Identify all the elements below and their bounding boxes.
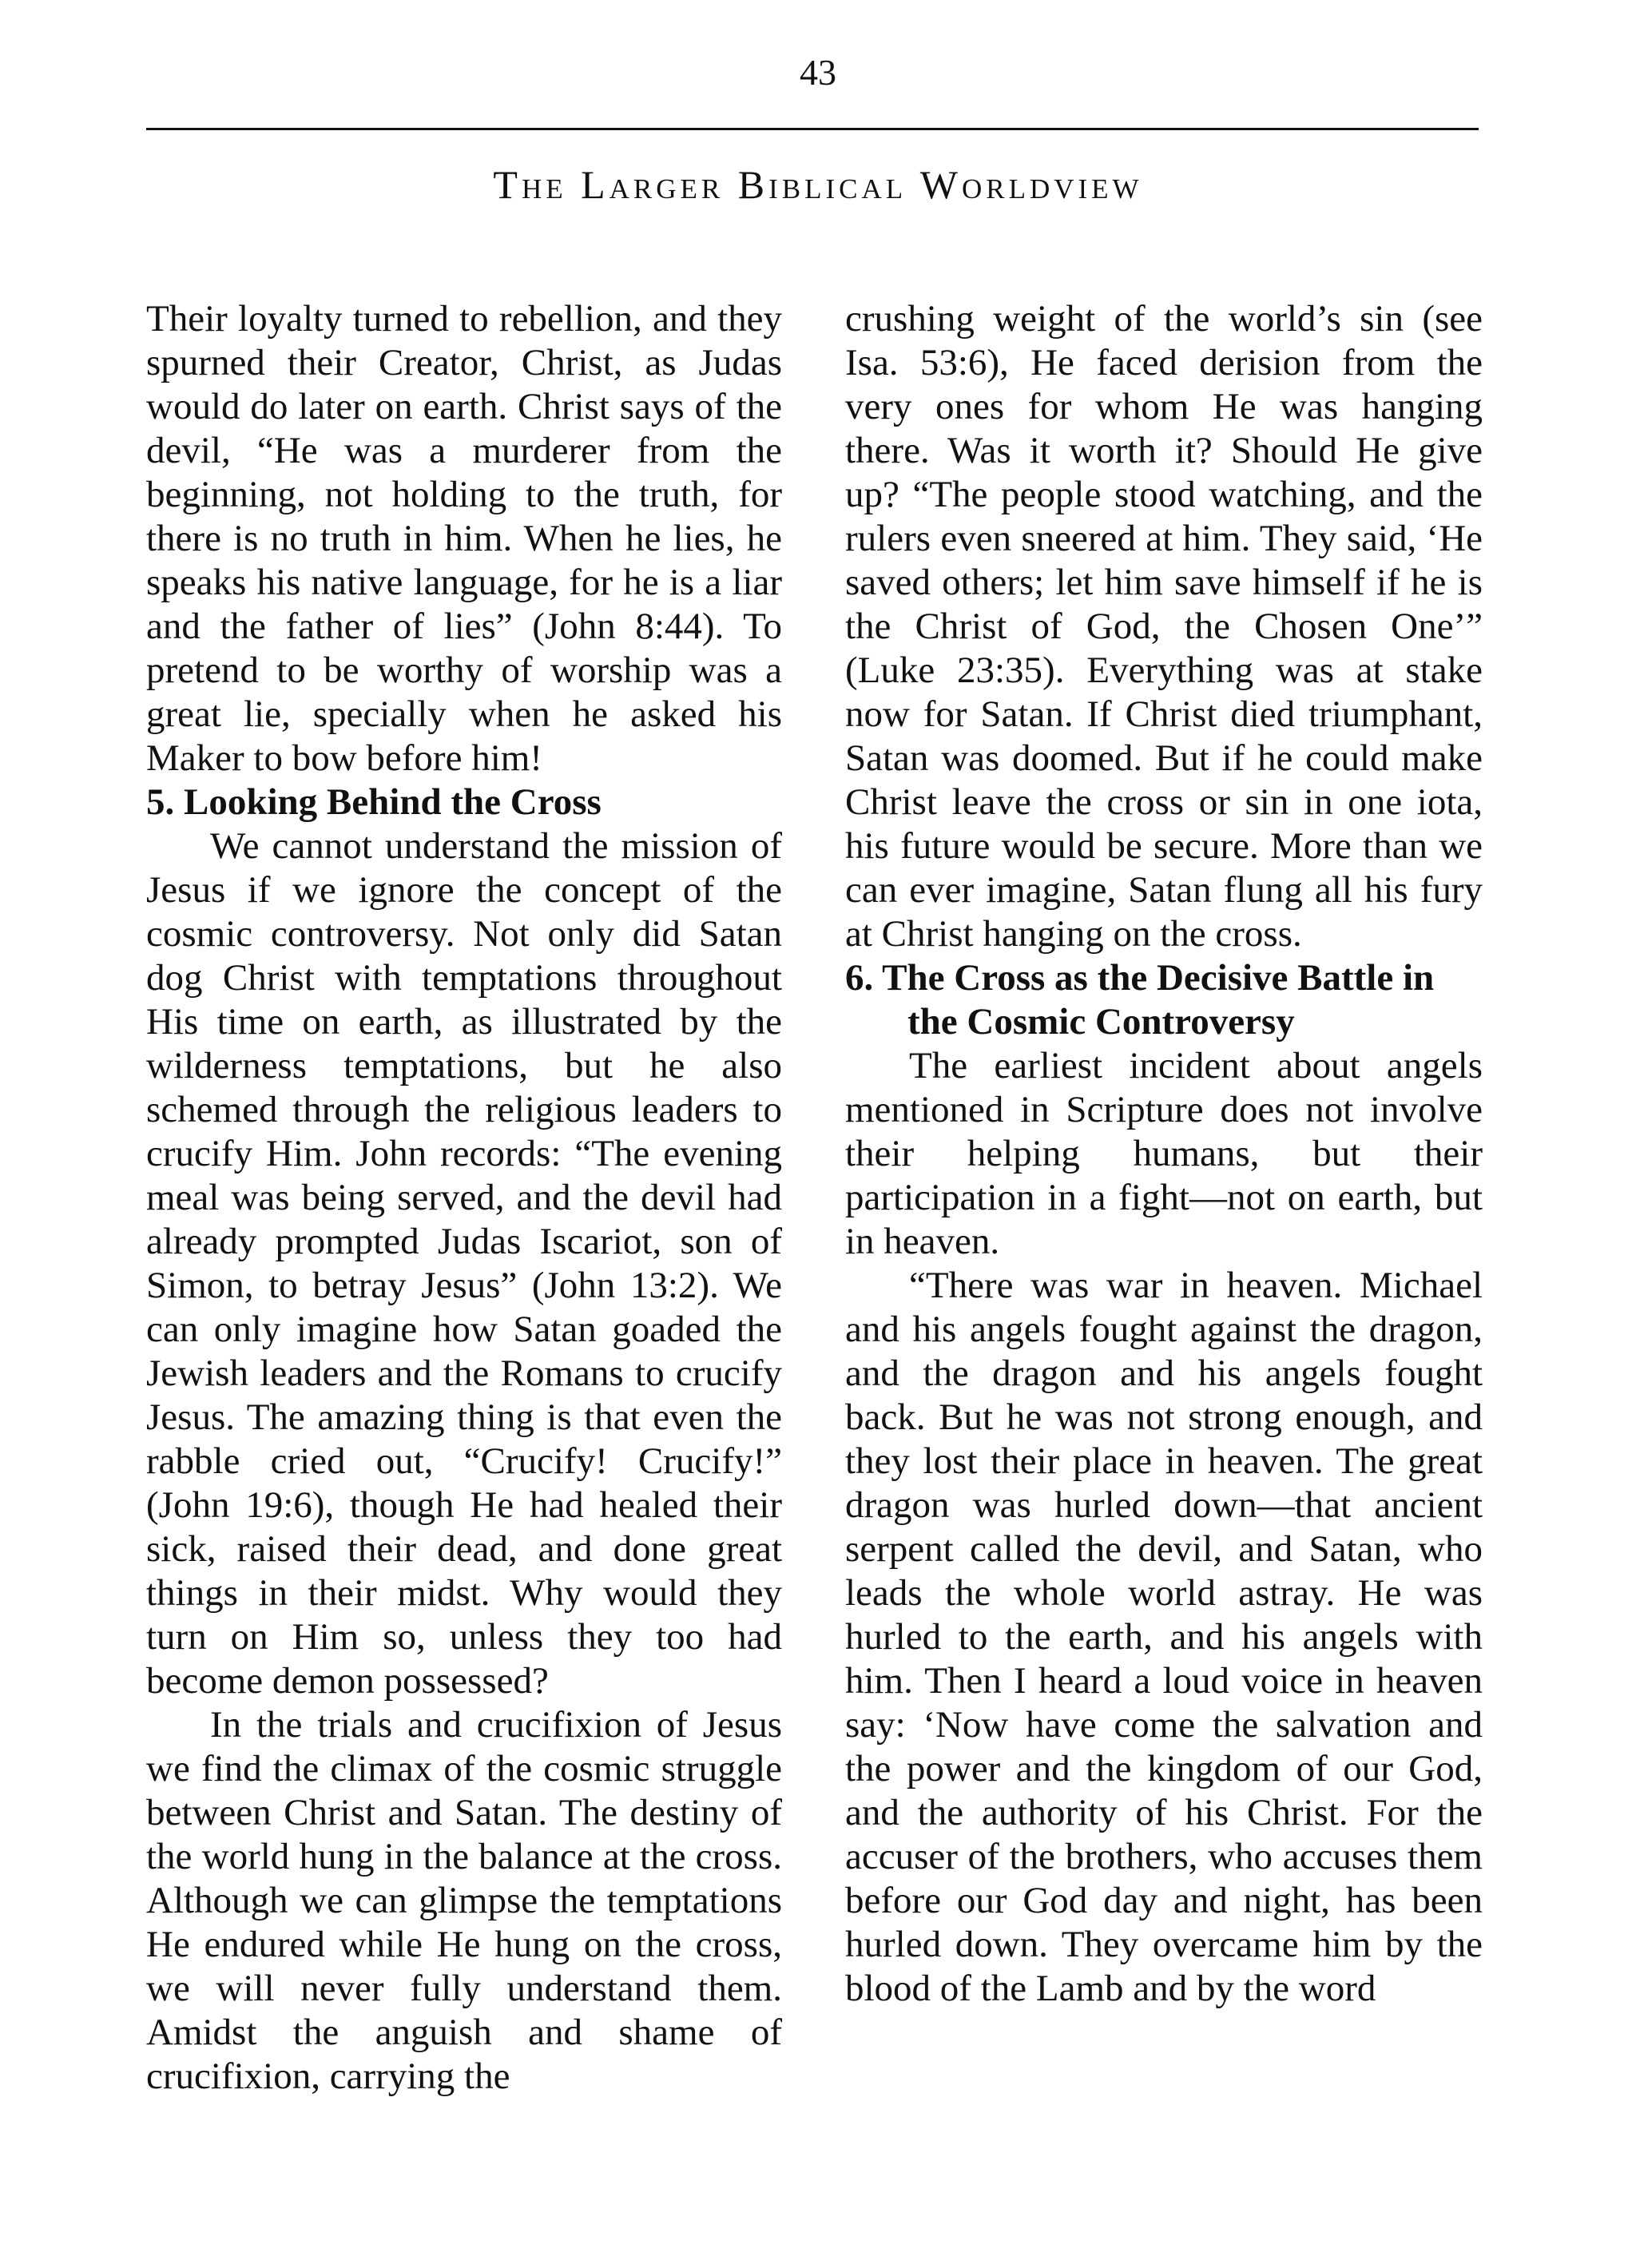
body-paragraph: We cannot understand the mission of Jesus if we ignore the concept of the cosmic controversy. Not only did Satan dog Christ with temptations throughout His time on earth, as illustrated by the wilderness temptations, but he also schemed through the religious leaders to crucify Him. John records: “The evening meal was being served, and the devil had already prompted Judas Iscariot, son of Simon, to betray Jesus” (John 13:2). We can only imagine how Satan goaded the Jewish leaders and the Romans to crucify Jesus. The amazing thing is that even the rabble cried out, “Crucify! Crucify!” (John 19:6), though He had healed their sick, raised their dead, and done great things in their midst. Why would they turn on Him so, unless they too had become demon possessed?: [146, 825, 782, 1702]
right-column: [845, 297, 1483, 2011]
page-number: 43: [800, 52, 836, 93]
left-column: [146, 297, 782, 2099]
body-paragraph: In the trials and crucifixion of Jesus we find the climax of the cosmic struggle between Christ and Satan. The destiny of the world hung in the balance at the cross. Although we can glimpse the temptations He endured while He hung on the cross, we will never fully understand them. Amidst the anguish and shame of crucifixion, carrying the: [146, 1704, 782, 2097]
running-head: The Larger Biblical Worldview: [493, 162, 1143, 207]
body-paragraph: Their loyalty turned to rebellion, and they spurned their Creator, Christ, as Judas would do later on earth. Christ says of the devil, “He was a murderer from the beginning, not holding to the truth, for there is no truth in him. When he lies, he speaks his native language, for he is a liar and the father of lies” (John 8:44). To pretend to be worthy of worship was a great lie, specially when he asked his Maker to bow before him!: [146, 298, 782, 779]
body-paragraph: “There was war in heaven. Michael and his angels fought against the dragon, and the dragon and his angels fought back. But he was not strong enough, and they lost their place in heaven. The great dragon was hurled down—that ancient serpent called the devil, and Satan, who leads the whole world astray. He was hurled to the earth, and his angels with him. Then I heard a loud voice in heaven say: ‘Now have come the salvation and the power and the kingdom of our God, and the authority of his Christ. For the accuser of the brothers, who accuses them before our God day and night, has been hurled down. They overcame him by the blood of the Lamb and by the word: [845, 1265, 1483, 2009]
body-paragraph: The earliest incident about angels mentioned in Scripture does not involve their helping humans, but their participation in a fight—not on earth, but in heaven.: [845, 1045, 1483, 1262]
section-heading: 6. The Cross as the Decisive Battle in the Cosmic Controversy: [845, 957, 1435, 1043]
body-paragraph: crushing weight of the world’s sin (see Isa. 53:6), He faced derision from the very ones for whom He was hanging there. Was it worth it? Should He give up? “The people stood watching, and the rulers even sneered at him. They said, ‘He saved others; let him save himself if he is the Christ of God, the Chosen One’” (Luke 23:35). Everything was at stake now for Satan. If Christ died triumphant, Satan was doomed. But if he could make Christ leave the cross or sin in one iota, his future would be secure. More than we can ever imagine, Satan flung all his fury at Christ hanging on the cross.: [845, 298, 1483, 955]
section-heading: 5. Looking Behind the Cross: [146, 781, 602, 823]
header-rule: [146, 128, 1479, 130]
